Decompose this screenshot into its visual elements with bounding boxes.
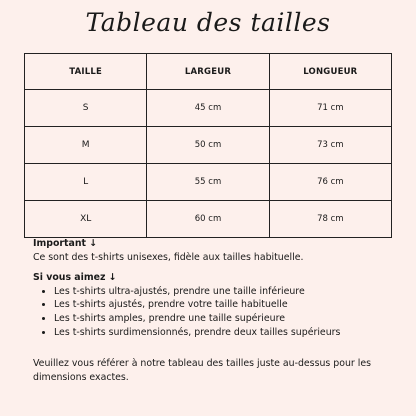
length-cell: 76 cm [269,164,391,201]
list-item: • Les t-shirts ajustés, prendre votre taille habituelle [54,298,393,312]
size-cell: L [25,164,147,201]
preferences-heading: Si vous aimez ↓ [33,272,117,284]
list-item: • Les t-shirts ultra-ajustés, prendre une taille inférieure [54,285,393,299]
width-cell: 60 cm [147,201,269,238]
list-item: • Les t-shirts amples, prendre une taille supérieure [54,312,393,326]
size-chart-table [24,53,392,238]
footer-note: Veuillez vous référer à notre tableau des tailles juste au-dessus pour les dimensions exactes. [33,358,371,383]
width-cell: 55 cm [147,164,269,201]
page-title: Tableau des tailles [85,8,331,37]
important-text: Ce sont des t-shirts unisexes, fidèle aux tailles habituelle. [33,251,304,263]
column-header-width: LARGEUR [147,54,269,90]
size-cell: XL [25,201,147,238]
length-cell: 78 cm [269,201,391,238]
size-cell: M [25,127,147,164]
size-cell: S [25,90,147,127]
table-row [25,164,392,201]
column-header-size: TAILLE [25,54,147,90]
table-row [25,90,392,127]
width-cell: 45 cm [147,90,269,127]
length-cell: 71 cm [269,90,391,127]
important-heading: Important ↓ [33,238,98,249]
table-row [25,127,392,164]
table-row [25,201,392,238]
list-item: • Les t-shirts surdimensionnés, prendre deux tailles supérieurs [54,326,393,340]
width-cell: 50 cm [147,127,269,164]
notes-section [33,237,393,384]
column-header-length: LONGUEUR [269,54,391,90]
length-cell: 73 cm [269,127,391,164]
preferences-list [33,285,393,339]
table-header-row [25,54,392,90]
